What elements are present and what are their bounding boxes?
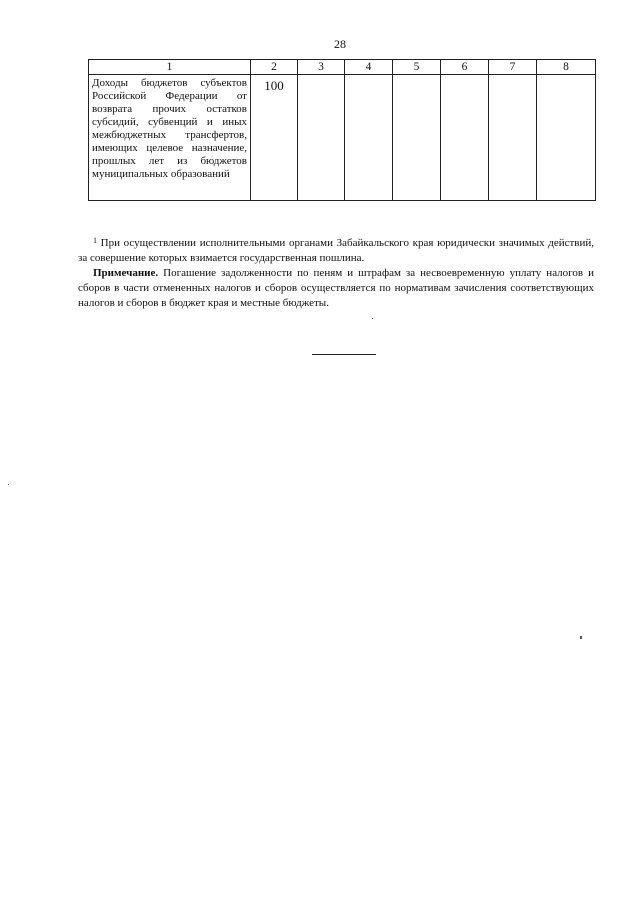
column-header: 2 <box>251 60 298 75</box>
table-cell <box>345 75 393 201</box>
revenue-table <box>88 59 596 201</box>
table-cell <box>489 75 537 201</box>
footnote-text: При осуществлении исполнительными органами Забайкальского края юридически значимых действий, за совершение которых взимается государственная пошлина. <box>78 237 595 264</box>
table-header-row <box>89 60 596 75</box>
column-header: 4 <box>345 60 393 75</box>
scan-speck <box>372 318 373 319</box>
note-label: Примечание. <box>93 267 159 279</box>
table-cell <box>393 75 441 201</box>
column-header: 6 <box>441 60 489 75</box>
column-header: 7 <box>489 60 537 75</box>
footnote-marker: 1 <box>93 236 97 245</box>
end-rule <box>312 354 376 355</box>
table-row <box>89 75 596 201</box>
scan-speck <box>580 636 582 639</box>
column-header: 3 <box>298 60 345 75</box>
column-header: 8 <box>537 60 596 75</box>
table-cell <box>441 75 489 201</box>
table-cell <box>537 75 596 201</box>
row-description-cell: Доходы бюджетов субъектов Российской Федерации от возврата прочих остатков субсидий, субвенций и иных межбюджетных трансфертов, имеющих целевое назначение, прошлых лет из бюджетов муниципальных образований <box>89 75 251 201</box>
column-header: 1 <box>89 60 251 75</box>
note-text: Погашение задолженности по пеням и штрафам за несвоевременную уплату налогов и сборов в части отмененных налогов и сборов осуществляется по нормативам зачисления соответствующих налогов и сборов в бюджет края и местные бюджеты. <box>78 267 594 309</box>
footnote <box>78 233 594 266</box>
table-cell: 100 <box>251 75 298 201</box>
note-paragraph <box>78 266 594 311</box>
scan-speck <box>8 484 9 485</box>
footnotes-block <box>78 233 594 311</box>
page-number: 28 <box>334 37 346 51</box>
table-cell <box>298 75 345 201</box>
column-header: 5 <box>393 60 441 75</box>
